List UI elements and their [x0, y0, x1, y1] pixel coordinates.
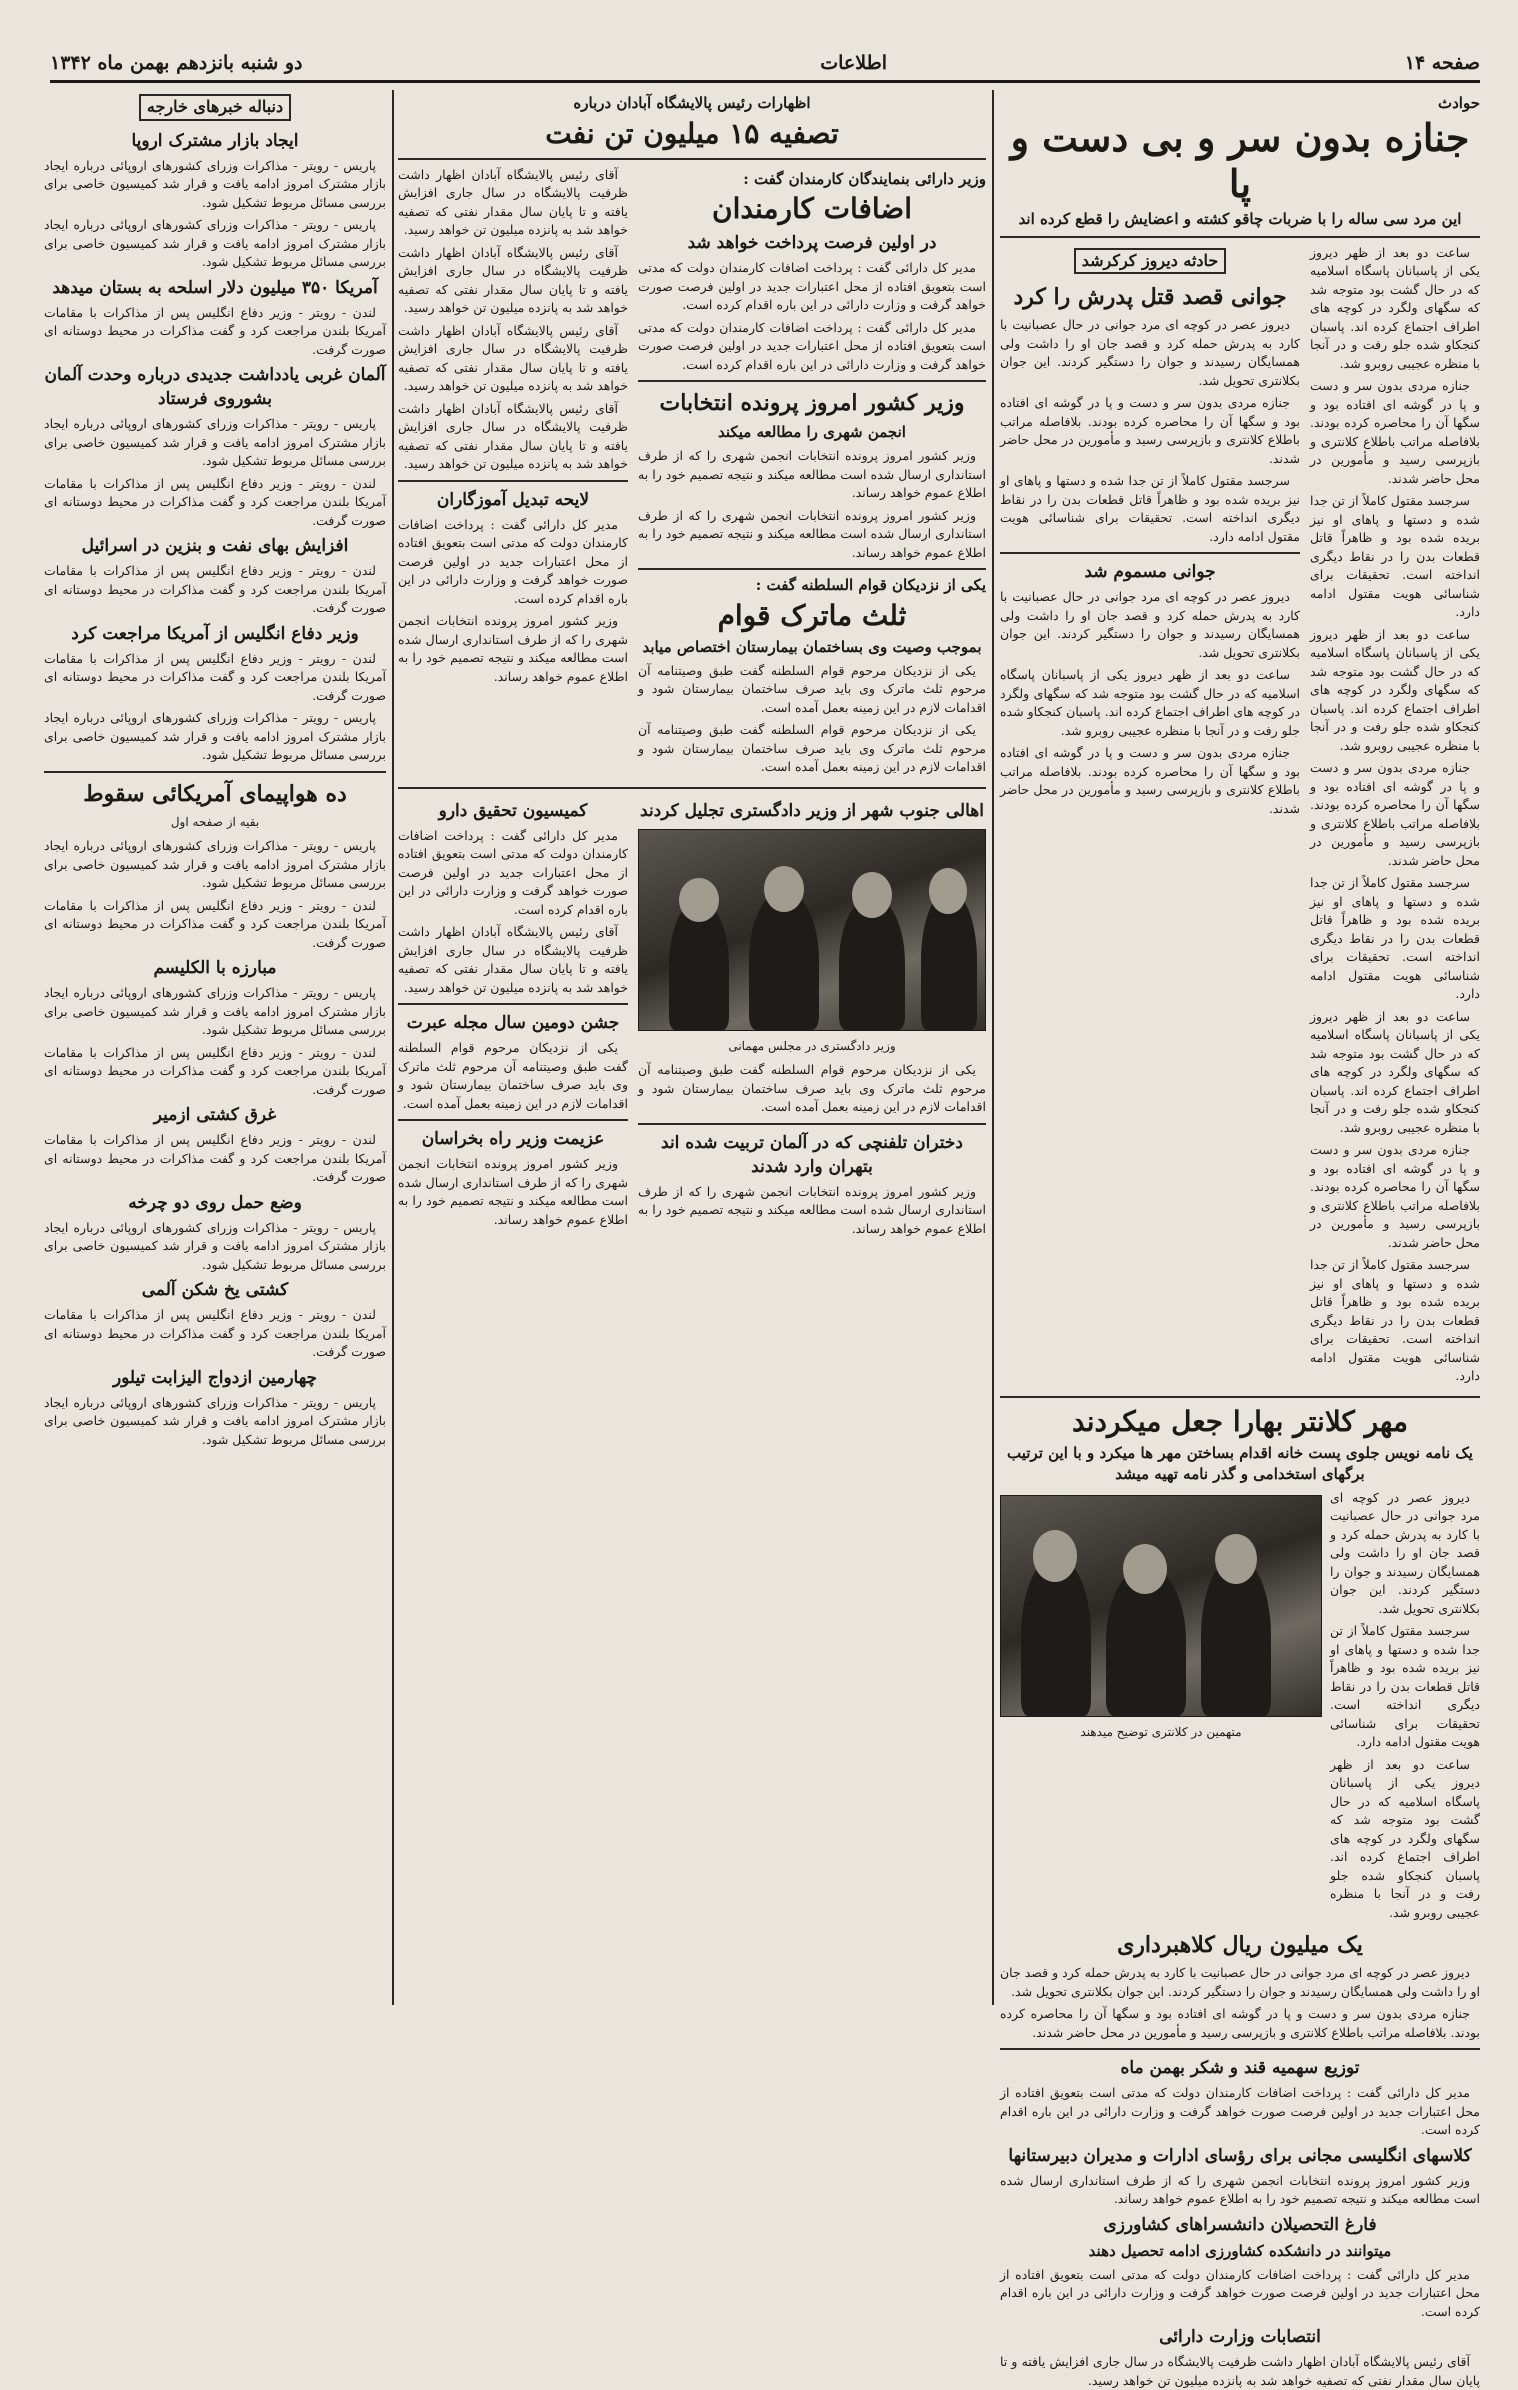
story-headline: جوانی قصد قتل پدرش را کرد: [1013, 284, 1287, 310]
story-text: ساعت دو بعد از ظهر دیروز یکی از پاسبانان پاسگاه اسلامیه که در حال گشت بود متوجه شد که سگهای ولگرد در کوچه های اطراف اجتماع کرده اند. پاسبان کنجکاو شده جلو رفت و در آنجا با منظره عجیبی روبرو شد.: [1000, 667, 1300, 738]
story-text: پاریس - رویتر - مذاکرات وزرای کشورهای اروپائی درباره ایجاد بازار مشترک امروز ادامه یافت و قرار شد کمیسیون خاصی برای بررسی مسائل مربوط تشکیل شود.: [44, 416, 386, 468]
divider: [638, 380, 986, 382]
story-text: سرجسد مقتول کاملاً از تن جدا شده و دستها و پاهای او نیز بریده شده بود و ظاهراً قاتل قطعات بدن را در نقاط دیگری انداخته است. تحقیقات برای شناسائی هویت مقتول ادامه دارد.: [1310, 875, 1480, 1001]
photo-frame: [1000, 1489, 1322, 1927]
story-text: جنازه مردی بدون سر و دست و پا در گوشه ای افتاده بود و سگها آن را محاصره کرده بودند. بلافاصله مراتب باطلاع کلانتری و بازپرسی رسید و مأمورین در محل حاضر شدند.: [1310, 378, 1480, 486]
side-story: [1310, 244, 1480, 1390]
story-text: لندن - رویتر - وزیر دفاع انگلیس پس از مذاکرات با مقامات آمریکا بلندن مراجعت کرد و گفت مذاکرات در محیط دوستانه ای صورت گرفت.: [44, 1307, 386, 1359]
story-headline: کلاسهای انگلیسی مجانی برای رؤسای ادارات و مدیران دبیرستانها: [1008, 2145, 1472, 2166]
story-text: لندن - رویتر - وزیر دفاع انگلیس پس از مذاکرات با مقامات آمریکا بلندن مراجعت کرد و گفت مذاکرات در محیط دوستانه ای صورت گرفت.: [44, 1044, 386, 1097]
story-text: جنازه مردی بدون سر و دست و پا در گوشه ای افتاده بود و سگها آن را محاصره کرده بودند. بلافاصله مراتب باطلاع کلانتری و بازپرسی رسید و مأمورین در محل حاضر شدند.: [1310, 760, 1480, 868]
story-headline: آلمان غربی یادداشت جدیدی درباره وحدت آلمان بشوروی فرستاد: [44, 365, 386, 409]
story-text: سرجسد مقتول کاملاً از تن جدا شده و دستها و پاهای او نیز بریده شده بود و ظاهراً قاتل قطعات بدن را در نقاط دیگری انداخته است. تحقیقات برای شناسائی هویت مقتول ادامه دارد.: [1000, 473, 1300, 544]
story-headline: جوانی مسموم شد: [1084, 562, 1216, 582]
story-text: آقای رئیس پالایشگاه آبادان اظهار داشت ظرفیت پالایشگاه در سال جاری افزایش یافته و تا پایان سال مقدار نفتی که تصفیه خواهد شد به پانزده میلیون تن خواهد رسید.: [398, 166, 628, 237]
section-kicker: حوادث: [1438, 94, 1480, 112]
story-text: ساعت دو بعد از ظهر دیروز یکی از پاسبانان پاسگاه اسلامیه که در حال گشت بود متوجه شد که سگهای ولگرد در کوچه های اطراف اجتماع کرده اند. پاسبان کنجکاو شده جلو رفت و در آنجا با منظره عجیبی روبرو شد.: [1310, 626, 1480, 753]
story-text: ساعت دو بعد از ظهر دیروز یکی از پاسبانان پاسگاه اسلامیه که در حال گشت بود متوجه شد که سگهای ولگرد در کوچه های اطراف اجتماع کرده اند. پاسبان کنجکاو شده جلو رفت و در آنجا با منظره عجیبی روبرو شد.: [1330, 1756, 1480, 1920]
lead-headline: جنازه بدون سر و بی دست و پا: [1010, 114, 1470, 206]
story-text: مدیر کل دارائی گفت : پرداخت اضافات کارمندان دولت که مدتی است بتعویق افتاده از محل اعتبارات جدید در اولین فرصت صورت خواهد گرفت و وزارت دارائی در این باره اقدام کرده است.: [398, 516, 628, 606]
story-headline: اضافات کارمندان: [712, 192, 912, 225]
photo-caption: وزیر دادگستری در مجلس مهمانی: [728, 1038, 896, 1053]
story-headline: فارغ التحصیلان دانشسراهای کشاورزی: [1103, 2214, 1377, 2235]
divider: [398, 1003, 628, 1005]
main-stories: [1000, 244, 1300, 1390]
story-text: دیروز عصر در کوچه ای مرد جوانی در حال عصبانیت با کارد به پدرش حمله کرد و قصد جان او را داشت ولی همسایگان رسیدند و جوان را دستگیر کردند. این جوان بکلانتری تحویل شد.: [1000, 589, 1300, 660]
story-text: لندن - رویتر - وزیر دفاع انگلیس پس از مذاکرات با مقامات آمریکا بلندن مراجعت کرد و گفت مذاکرات در محیط دوستانه ای صورت گرفت.: [44, 304, 386, 357]
story-text: یکی از نزدیکان مرحوم قوام السلطنه گفت طبق وصیتنامه آن مرحوم ثلث ماترک وی باید صرف ساختمان بیمارستان شود و اقدامات لازم در این زمینه بعمل آمده است.: [638, 722, 986, 774]
divider: [638, 568, 986, 570]
side-story: [1330, 1489, 1480, 1927]
story-text: آقای رئیس پالایشگاه آبادان اظهار داشت ظرفیت پالایشگاه در سال جاری افزایش یافته و تا پایان سال مقدار نفتی که تصفیه خواهد شد به پانزده میلیون تن خواهد رسید.: [398, 924, 628, 995]
story-headline: وزیر دفاع انگلیس از آمریکا مراجعت کرد: [71, 623, 359, 644]
story-text: یکی از نزدیکان مرحوم قوام السلطنه گفت طبق وصیتنامه آن مرحوم ثلث ماترک وی باید صرف ساختمان بیمارستان شود و اقدامات لازم در این زمینه بعمل آمده است.: [398, 1040, 628, 1111]
story-text: پاریس - رویتر - مذاکرات وزرای کشورهای اروپائی درباره ایجاد بازار مشترک امروز ادامه یافت و قرار شد کمیسیون خاصی برای بررسی مسائل مربوط تشکیل شود.: [44, 1219, 386, 1272]
center-bottom-side: [398, 795, 628, 1243]
story-headline: وزیر کشور امروز پرونده انتخابات: [659, 390, 965, 416]
story-text: لندن - رویتر - وزیر دفاع انگلیس پس از مذاکرات با مقامات آمریکا بلندن مراجعت کرد و گفت مذاکرات در محیط دوستانه ای صورت گرفت.: [44, 897, 386, 950]
story-text: ساعت دو بعد از ظهر دیروز یکی از پاسبانان پاسگاه اسلامیه که در حال گشت بود متوجه شد که سگهای ولگرد در کوچه های اطراف اجتماع کرده اند. پاسبان کنجکاو شده جلو رفت و در آنجا با منظره عجیبی روبرو شد.: [1310, 1008, 1480, 1135]
left-column: [44, 90, 386, 2005]
center-split: [398, 166, 986, 781]
story-subhead: میتوانند در دانشکده کشاورزی ادامه تحصیل دهند: [1088, 2241, 1392, 2260]
story-headline: وضع حمل روی دو چرخه: [128, 1192, 302, 1213]
story-text: لندن - رویتر - وزیر دفاع انگلیس پس از مذاکرات با مقامات آمریکا بلندن مراجعت کرد و گفت مذاکرات در محیط دوستانه ای صورت گرفت.: [44, 563, 386, 615]
story-text: وزیر کشور امروز پرونده انتخابات انجمن شهری را که از طرف استانداری ارسال شده است مطالعه میکند و نتیجه تصمیم خود را به اطلاع عموم خواهد رساند.: [638, 507, 986, 560]
story-text: آقای رئیس پالایشگاه آبادان اظهار داشت ظرفیت پالایشگاه در سال جاری افزایش یافته و تا پایان سال مقدار نفتی که تصفیه خواهد شد به پانزده میلیون تن خواهد رسید.: [398, 244, 628, 315]
center-side: [398, 166, 628, 781]
story-headline: لایحه تبدیل آموزگاران: [436, 489, 590, 510]
story-text: مدیر کل دارائی گفت : پرداخت اضافات کارمندان دولت که مدتی است بتعویق افتاده از محل اعتبارات جدید در اولین فرصت صورت خواهد گرفت و وزارت دارائی در این باره اقدام کرده است.: [398, 827, 628, 917]
story-headline: ده هواپیمای آمریکائی سقوط: [83, 780, 347, 807]
story-subhead: در اولین فرصت پرداخت خواهد شد: [687, 233, 937, 253]
story-text: ساعت دو بعد از ظهر دیروز یکی از پاسبانان پاسگاه اسلامیه که در حال گشت بود متوجه شد که سگهای ولگرد در کوچه های اطراف اجتماع کرده اند. پاسبان کنجکاو شده جلو رفت و در آنجا با منظره عجیبی روبرو شد.: [1310, 244, 1480, 371]
divider: [398, 158, 986, 160]
suspects-photo: [1000, 1495, 1322, 1717]
story-text: پاریس - رویتر - مذاکرات وزرای کشورهای اروپائی درباره ایجاد بازار مشترک امروز ادامه یافت و قرار شد کمیسیون خاصی برای بررسی مسائل مربوط تشکیل شود.: [44, 710, 386, 762]
story-text: دیروز عصر در کوچه ای مرد جوانی در حال عصبانیت با کارد به پدرش حمله کرد و قصد جان او را داشت ولی همسایگان رسیدند و جوان را دستگیر کردند. این جوان بکلانتری تحویل شد.: [1000, 1965, 1480, 1999]
story-text: وزیر کشور امروز پرونده انتخابات انجمن شهری را که از طرف استانداری ارسال شده است مطالعه میکند و نتیجه تصمیم خود را به اطلاع عموم خواهد رساند.: [638, 448, 986, 500]
divider: [638, 1123, 986, 1125]
story-headline: دختران تلفنچی که در آلمان تربیت شده اند بتهران وارد شدند: [661, 1132, 963, 1177]
divider: [398, 787, 986, 789]
lead-subhead: این مرد سی ساله را با ضربات چاقو کشته و اعضایش را قطع کرده اند: [1018, 209, 1462, 228]
story-text: دیروز عصر در کوچه ای مرد جوانی در حال عصبانیت با کارد به پدرش حمله کرد و قصد جان او را داشت ولی همسایگان رسیدند و جوان را دستگیر کردند. این جوان بکلانتری تحویل شد.: [1000, 317, 1300, 388]
story-text: وزیر کشور امروز پرونده انتخابات انجمن شهری را که از طرف استانداری ارسال شده است مطالعه میکند و نتیجه تصمیم خود را به اطلاع عموم خواهد رساند.: [398, 613, 628, 684]
story-headline: توزیع سهمیه قند و شکر بهمن ماه: [1120, 2058, 1360, 2078]
story-headline: آمریکا ۳۵۰ میلیون دلار اسلحه به بستان میدهد: [52, 277, 378, 298]
story-text: مدیر کل دارائی گفت : پرداخت اضافات کارمندان دولت که مدتی است بتعویق افتاده از محل اعتبارات جدید در اولین فرصت صورت خواهد گرفت و وزارت دارائی در این باره اقدام کرده است.: [1000, 2085, 1480, 2137]
divider: [1000, 552, 1300, 554]
story-headline: افزایش بهای نفت و بنزین در اسرائیل: [81, 536, 349, 556]
story-headline: عزیمت وزیر راه بخراسان: [421, 1129, 605, 1149]
masthead: [50, 46, 1480, 83]
column-rule: [392, 90, 394, 2005]
story-text: پاریس - رویتر - مذاکرات وزرای کشورهای اروپائی درباره ایجاد بازار مشترک امروز ادامه یافت و قرار شد کمیسیون خاصی برای بررسی مسائل مربوط تشکیل شود.: [44, 217, 386, 269]
issue-date: دو شنبه بانزدهم بهمن ماه ۱۳۴۲: [50, 52, 303, 74]
center-photo-story: [638, 795, 986, 1243]
photo-block: [1000, 1489, 1480, 1927]
paper-name: اطلاعات: [820, 52, 888, 74]
divider: [398, 480, 628, 482]
story-text: وزیر کشور امروز پرونده انتخابات انجمن شهری را که از طرف استانداری ارسال شده است مطالعه میکند و نتیجه تصمیم خود را به اطلاع عموم خواهد رساند.: [398, 1156, 628, 1227]
page-number: صفحه ۱۴: [1404, 52, 1480, 74]
story-text: دیروز عصر در کوچه ای مرد جوانی در حال عصبانیت با کارد به پدرش حمله کرد و قصد جان او را داشت ولی همسایگان رسیدند و جوان را دستگیر کردند. این جوان بکلانتری تحویل شد.: [1330, 1489, 1480, 1616]
story-text: پاریس - رویتر - مذاکرات وزرای کشورهای اروپائی درباره ایجاد بازار مشترک امروز ادامه یافت و قرار شد کمیسیون خاصی برای بررسی مسائل مربوط تشکیل شود.: [44, 838, 386, 890]
story-text: پاریس - رویتر - مذاکرات وزرای کشورهای اروپائی درباره ایجاد بازار مشترک امروز ادامه یافت و قرار شد کمیسیون خاصی برای بررسی مسائل مربوط تشکیل شود.: [44, 1394, 386, 1447]
story-text: مدیر کل دارائی گفت : پرداخت اضافات کارمندان دولت که مدتی است بتعویق افتاده از محل اعتبارات جدید در اولین فرصت صورت خواهد گرفت و وزارت دارائی در این باره اقدام کرده است.: [638, 260, 986, 312]
story-headline: تصفیه ۱۵ میلیون تن نفت: [545, 116, 839, 150]
story-headline: جشن دومین سال مجله عبرت: [406, 1013, 620, 1033]
center-bottom: [398, 795, 986, 1243]
story-text: لندن - رویتر - وزیر دفاع انگلیس پس از مذاکرات با مقامات آمریکا بلندن مراجعت کرد و گفت مذاکرات در محیط دوستانه ای صورت گرفت.: [44, 475, 386, 528]
section-label: دنباله خبرهای خارجه: [139, 94, 291, 121]
story-text: پاریس - رویتر - مذاکرات وزرای کشورهای اروپائی درباره ایجاد بازار مشترک امروز ادامه یافت و قرار شد کمیسیون خاصی برای بررسی مسائل مربوط تشکیل شود.: [44, 157, 386, 210]
story-text: آقای رئیس پالایشگاه آبادان اظهار داشت ظرفیت پالایشگاه در سال جاری افزایش یافته و تا پایان سال مقدار نفتی که تصفیه خواهد شد به پانزده میلیون تن خواهد رسید.: [398, 322, 628, 393]
story-text: سرجسد مقتول کاملاً از تن جدا شده و دستها و پاهای او نیز بریده شده بود و ظاهراً قاتل قطعات بدن را در نقاط دیگری انداخته است. تحقیقات برای شناسائی هویت مقتول ادامه دارد.: [1310, 1257, 1480, 1383]
story-headline: کمیسیون تحقیق دارو: [438, 800, 588, 821]
story-text: وزیر کشور امروز پرونده انتخابات انجمن شهری را که از طرف استانداری ارسال شده است مطالعه میکند و نتیجه تصمیم خود را به اطلاع عموم خواهد رساند.: [638, 1183, 986, 1236]
two-column-block: [1000, 244, 1480, 1390]
story-text: لندن - رویتر - وزیر دفاع انگلیس پس از مذاکرات با مقامات آمریکا بلندن مراجعت کرد و گفت مذاکرات در محیط دوستانه ای صورت گرفت.: [44, 1132, 386, 1184]
story-text: سرجسد مقتول کاملاً از تن جدا شده و دستها و پاهای او نیز بریده شده بود و ظاهراً قاتل قطعات بدن را در نقاط دیگری انداخته است. تحقیقات برای شناسائی هویت مقتول ادامه دارد.: [1330, 1623, 1480, 1749]
story-text: وزیر کشور امروز پرونده انتخابات انجمن شهری را که از طرف استانداری ارسال شده است مطالعه میکند و نتیجه تصمیم خود را به اطلاع عموم خواهد رساند.: [1000, 2172, 1480, 2206]
story-headline: اهالی جنوب شهر از وزیر دادگستری تجلیل کردند: [640, 800, 984, 821]
story-headline: چهارمین ازدواج الیزابت تیلور: [112, 1367, 318, 1388]
divider: [1000, 1396, 1480, 1398]
minister-photo: [638, 829, 986, 1031]
divider: [44, 771, 386, 773]
story-subhead: بموجب وصیت وی بساختمان بیمارستان اختصاص میابد: [642, 637, 982, 656]
story-headline: مهر کلانتر بهارا جعل میکردند: [1072, 1404, 1408, 1438]
story-text: سرجسد مقتول کاملاً از تن جدا شده و دستها و پاهای او نیز بریده شده بود و ظاهراً قاتل قطعات بدن را در نقاط دیگری انداخته است. تحقیقات برای شناسائی هویت مقتول ادامه دارد.: [1310, 493, 1480, 619]
continued-note: بقیه از صفحه اول: [170, 814, 260, 829]
center-column: [398, 90, 986, 2005]
divider: [398, 1119, 628, 1121]
story-text: جنازه مردی بدون سر و دست و پا در گوشه ای افتاده بود و سگها آن را محاصره کرده بودند. بلافاصله مراتب باطلاع کلانتری و بازپرسی رسید و مأمورین در محل حاضر شدند.: [1000, 745, 1300, 816]
story-text: آقای رئیس پالایشگاه آبادان اظهار داشت ظرفیت پالایشگاه در سال جاری افزایش یافته و تا پایان سال مقدار نفتی که تصفیه خواهد شد به پانزده میلیون تن خواهد رسید.: [1000, 2354, 1480, 2388]
story-headline: انتصابات وزارت دارائی: [1159, 2327, 1321, 2347]
divider: [1000, 236, 1480, 238]
story-headline: غرق کشتی ازمیر: [153, 1105, 277, 1125]
story-text: جنازه مردی بدون سر و دست و پا در گوشه ای افتاده بود و سگها آن را محاصره کرده بودند. بلافاصله مراتب باطلاع کلانتری و بازپرسی رسید و مأمورین در محل حاضر شدند.: [1310, 1142, 1480, 1250]
column-rule: [992, 90, 994, 2005]
story-headline: کشتی یخ شکن آلمی: [141, 1280, 289, 1300]
center-main: [638, 166, 986, 781]
story-text: لندن - رویتر - وزیر دفاع انگلیس پس از مذاکرات با مقامات آمریکا بلندن مراجعت کرد و گفت مذاکرات در محیط دوستانه ای صورت گرفت.: [44, 650, 386, 703]
story-text: مدیر کل دارائی گفت : پرداخت اضافات کارمندان دولت که مدتی است بتعویق افتاده از محل اعتبارات جدید در اولین فرصت صورت خواهد گرفت و وزارت دارائی در این باره اقدام کرده است.: [638, 319, 986, 372]
story-text: پاریس - رویتر - مذاکرات وزرای کشورهای اروپائی درباره ایجاد بازار مشترک امروز ادامه یافت و قرار شد کمیسیون خاصی برای بررسی مسائل مربوط تشکیل شود.: [44, 985, 386, 1037]
story-headline: ثلث ماترک قوام: [717, 598, 907, 632]
story-subhead: یک نامه نویس جلوی پست خانه اقدام بساختن مهر ها میکرد و با این ترتیب برگهای استخدامی و گذر نامه تهیه میشد: [1007, 1443, 1473, 1483]
story-subhead: انجمن شهری را مطالعه میکند: [718, 423, 906, 441]
story-kicker: یکی از نزدیکان قوام السلطنه گفت :: [755, 576, 986, 594]
right-column: [1000, 90, 1480, 2388]
story-text: مدیر کل دارائی گفت : پرداخت اضافات کارمندان دولت که مدتی است بتعویق افتاده از محل اعتبارات جدید در اولین فرصت صورت خواهد گرفت و وزارت دارائی در این باره اقدام کرده است.: [1000, 2266, 1480, 2319]
story-headline: یک میلیون ریال کلاهبرداری: [1117, 1932, 1363, 1958]
story-text: جنازه مردی بدون سر و دست و پا در گوشه ای افتاده بود و سگها آن را محاصره کرده بودند. بلافاصله مراتب باطلاع کلانتری و بازپرسی رسید و مأمورین در محل حاضر شدند.: [1000, 2006, 1480, 2040]
divider: [1000, 2048, 1480, 2050]
photo-caption: متهمین در کلانتری توضیح میدهند: [1080, 1724, 1242, 1739]
story-headline: ایجاد بازار مشترک اروپا: [131, 130, 299, 151]
story-text: یکی از نزدیکان مرحوم قوام السلطنه گفت طبق وصیتنامه آن مرحوم ثلث ماترک وی باید صرف ساختمان بیمارستان شود و اقدامات لازم در این زمینه بعمل آمده است.: [638, 1062, 986, 1114]
story-text: آقای رئیس پالایشگاه آبادان اظهار داشت ظرفیت پالایشگاه در سال جاری افزایش یافته و تا پایان سال مقدار نفتی که تصفیه خواهد شد به پانزده میلیون تن خواهد رسید.: [398, 400, 628, 471]
story-box-label: حادثه دیروز کرکرشد: [1074, 248, 1227, 275]
story-text: یکی از نزدیکان مرحوم قوام السلطنه گفت طبق وصیتنامه آن مرحوم ثلث ماترک وی باید صرف ساختمان بیمارستان شود و اقدامات لازم در این زمینه بعمل آمده است.: [638, 662, 986, 715]
story-text: جنازه مردی بدون سر و دست و پا در گوشه ای افتاده بود و سگها آن را محاصره کرده بودند. بلافاصله مراتب باطلاع کلانتری و بازپرسی رسید و مأمورین در محل حاضر شدند.: [1000, 395, 1300, 466]
story-headline: مبارزه با الکلیسم: [153, 958, 277, 978]
story-kicker: اظهارات رئیس پالایشگاه آبادان درباره: [573, 94, 811, 112]
story-kicker: وزیر دارائی بنمایندگان کارمندان گفت :: [743, 169, 986, 188]
